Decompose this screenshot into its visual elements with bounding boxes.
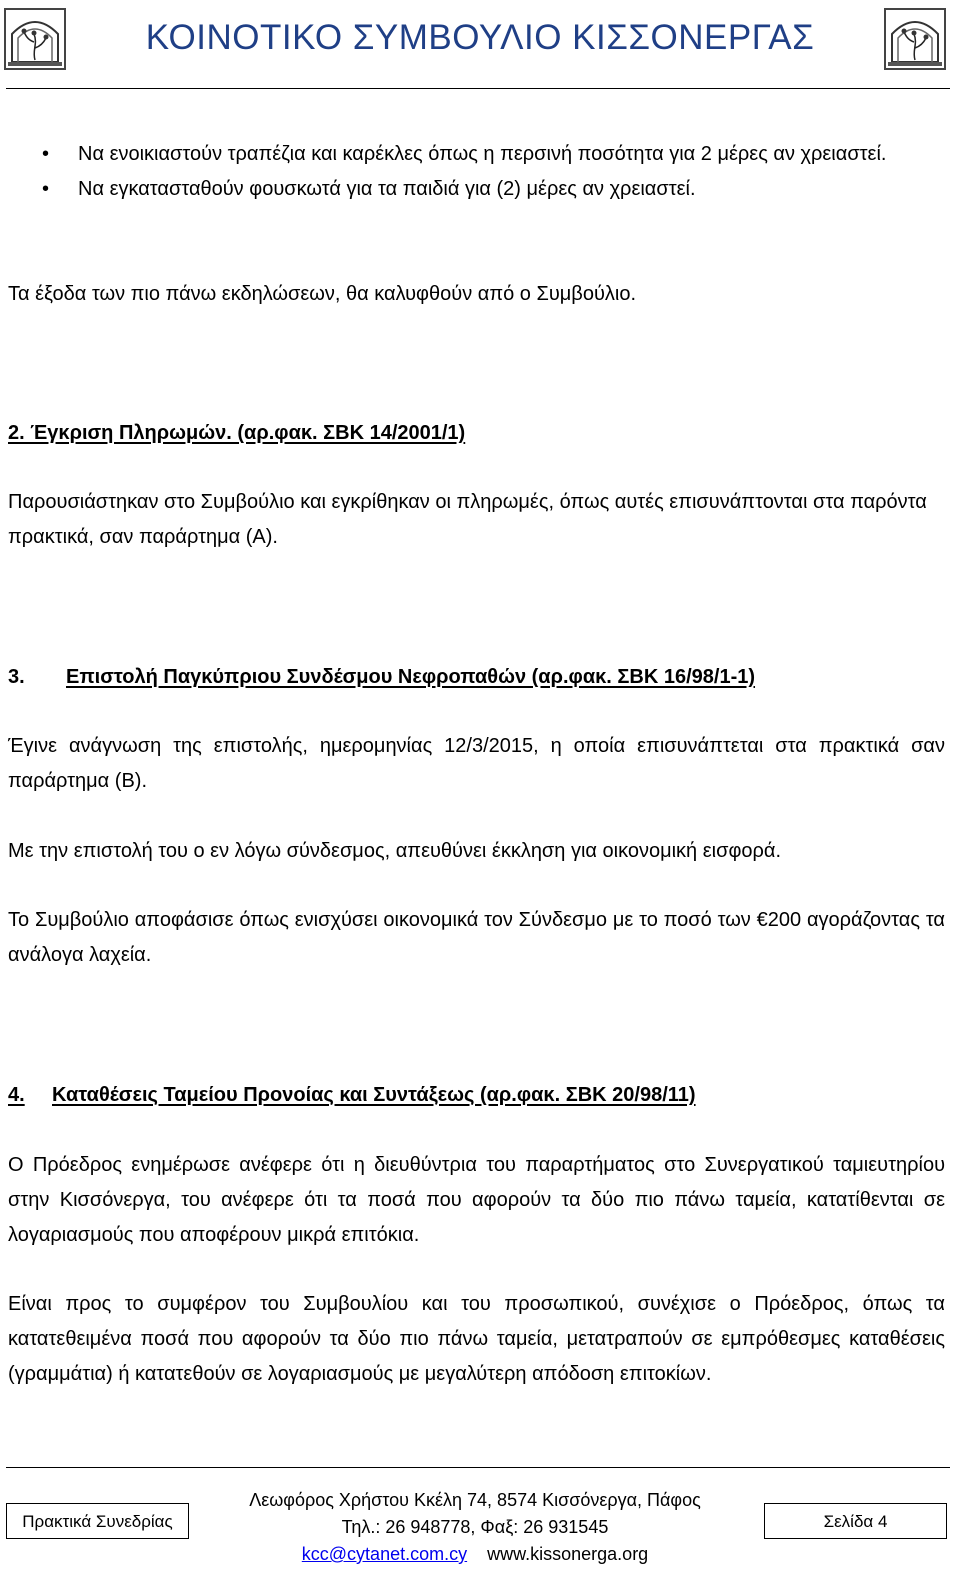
list-item: • Να εγκατασταθούν φουσκωτά για τα παιδιά για (2) μέρες αν χρειαστεί. xyxy=(42,172,947,207)
section-4-paragraph-1: Ο Πρόεδρος ενημέρωσε ανέφερε ότι η διευθύντρια του παραρτήματος στο Συνεργατικού ταμιευτηρίου στην Κισσόνεργα, του ανέφερε ότι τα ποσά που αφορούν τα δύο πιο πάνω ταμεία, κατατίθενται σε λογαριασμούς που αποφέρουν μικρά επιτόκια. xyxy=(8,1154,945,1246)
section-4-paragraph-2: Είναι προς το συμφέρον του Συμβουλίου και του προσωπικού, συνέχισε ο Πρόεδρος, όπως τα κατατεθειμένα ποσά που αφορούν τα δύο πιο πάνω ταμεία, μετατραπούν σε εμπρόθεσμες καταθέσεις (γραμμάτια) ή κατατεθούν σε λογαριασμούς με μεγαλύτερη απόδοση επιτοκίων. xyxy=(8,1293,945,1385)
section-2-text: Παρουσιάστηκαν στο Συμβούλιο και εγκρίθηκαν οι πληρωμές, όπως αυτές επισυνάπτονται στα παρόντα πρακτικά, σαν παράρτημα (Α). xyxy=(8,491,927,548)
section-3-paragraph-1: Έγινε ανάγνωση της επιστολής, ημερομηνίας 12/3/2015, η οποία επισυνάπτεται στα πρακτικά σαν παράρτημα (Β). xyxy=(8,735,945,792)
section-2-heading: 2. Έγκριση Πληρωμών. (αρ.φακ. ΣΒΚ 14/2001/1) xyxy=(8,422,466,444)
section-3-number: 3. xyxy=(8,666,25,688)
page-number: Σελίδα 4 xyxy=(764,1503,947,1539)
footer-phones: Τηλ.: 26 948778, Φαξ: 26 931545 xyxy=(341,1517,609,1537)
section-4-number: 4. xyxy=(8,1084,25,1106)
expenses-note: Τα έξοδα των πιο πάνω εκδηλώσεων, θα καλυφθούν από ο Συμβούλιο. xyxy=(8,283,636,305)
header-divider xyxy=(6,88,950,89)
section-4-heading: Καταθέσεις Ταμείου Προνοίας και Συντάξεως (αρ.φακ. ΣΒΚ 20/98/11) xyxy=(52,1084,696,1106)
page-title: ΚΟΙΝΟΤΙΚΟ ΣΥΜΒΟΥΛΙΟ ΚΙΣΣΟΝΕΡΓΑΣ xyxy=(145,18,815,57)
footer-email-link[interactable]: kcc@cytanet.com.cy xyxy=(301,1544,468,1564)
footer-website[interactable]: www.kissonerga.org xyxy=(487,1544,649,1564)
bullet-list xyxy=(42,137,947,207)
section-3-paragraph-2: Με την επιστολή του ο εν λόγω σύνδεσμος, απευθύνει έκκληση για οικονομική εισφορά. xyxy=(8,840,782,862)
section-3-heading: Επιστολή Παγκύπριου Συνδέσμου Νεφροπαθών (αρ.φακ. ΣΒΚ 16/98/1-1) xyxy=(66,666,756,688)
footer-divider xyxy=(6,1467,950,1468)
list-item: • Να ενοικιαστούν τραπέζια και καρέκλες όπως η περσινή ποσότητα για 2 μέρες αν χρειαστεί. xyxy=(42,137,947,172)
footer-document-label: Πρακτικά Συνεδρίας xyxy=(6,1503,189,1539)
section-3-paragraph-3: Το Συμβούλιο αποφάσισε όπως ενισχύσει οικονομικά τον Σύνδεσμο με το ποσό των €200 αγοράζοντας τα ανάλογα λαχεία. xyxy=(8,909,945,966)
footer-contacts xyxy=(200,1541,750,1568)
footer-address: Λεωφόρος Χρήστου Κκέλη 74, 8574 Κισσόνεργα, Πάφος xyxy=(249,1490,701,1510)
